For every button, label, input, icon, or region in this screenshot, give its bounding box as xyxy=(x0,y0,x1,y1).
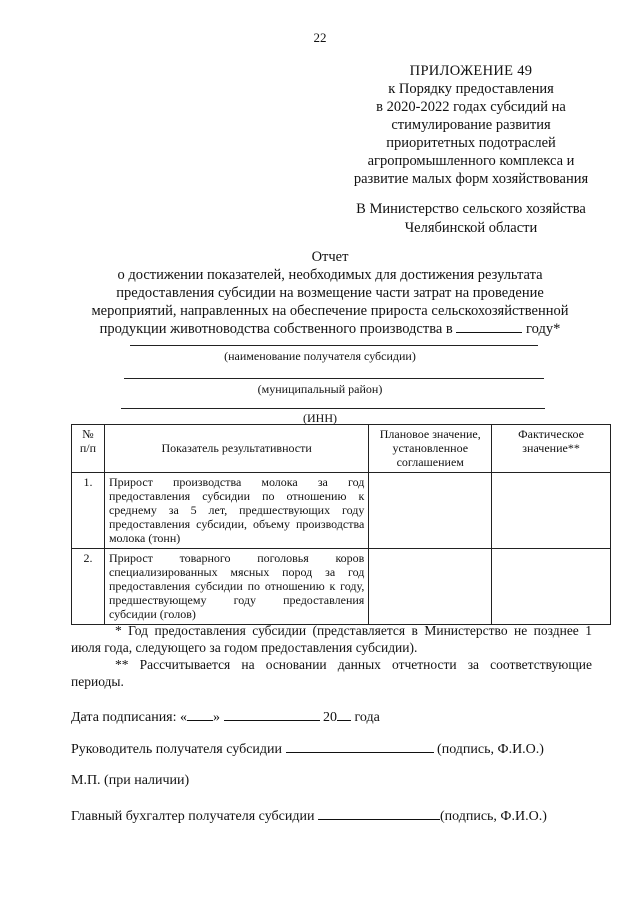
accountant-signature-blank[interactable] xyxy=(318,807,440,820)
table-header-row xyxy=(72,425,611,473)
appendix-line: развитие малых форм хозяйствования xyxy=(353,171,589,187)
appendix-line: приоритетных подотраслей xyxy=(386,135,556,151)
row-actual-cell[interactable] xyxy=(492,548,611,624)
row-indicator: Прирост товарного поголовья коров специализированных мясных пород за год предоставления субсидии по отношению к году, предшествующему году предоставления субсидии (голов) xyxy=(104,548,368,624)
year-blank[interactable] xyxy=(456,320,522,333)
row-actual-cell[interactable] xyxy=(492,472,611,548)
district-line[interactable] xyxy=(124,378,544,379)
report-line-prefix: продукции животноводства собственного производства в xyxy=(99,321,453,337)
recipient-name-line[interactable] xyxy=(130,345,538,346)
head-hint: (подпись, Ф.И.О.) xyxy=(437,742,544,757)
footnote-1: * Год предоставления субсидии (представляется в Министерство не позднее 1 июля года, следующего за годом предоставления субсидии). xyxy=(71,623,592,655)
page-number: 22 xyxy=(313,30,327,45)
report-line: предоставления субсидии на возмещение части затрат на проведение xyxy=(116,285,544,301)
appendix-line: агропромышленного комплекса и xyxy=(367,153,575,169)
date-year: 20 xyxy=(323,710,338,725)
accountant-label: Главный бухгалтер получателя субсидии xyxy=(71,809,315,824)
appendix-title: ПРИЛОЖЕНИЕ 49 xyxy=(409,63,533,79)
addressee-line: В Министерство сельского хозяйства xyxy=(356,201,586,217)
report-heading xyxy=(60,248,600,338)
table-row xyxy=(72,472,611,548)
header-num: № п/п xyxy=(72,425,105,473)
date-prefix: Дата подписания: « xyxy=(71,710,188,725)
date-day-blank[interactable] xyxy=(187,708,213,721)
inn-caption: (ИНН) xyxy=(303,411,337,425)
district-caption: (муниципальный район) xyxy=(257,382,383,396)
signing-date-line xyxy=(71,708,380,726)
report-line: мероприятий, направленных на обеспечение прироста сельскохозяйственной xyxy=(91,303,569,319)
report-line: о достижении показателей, необходимых для достижения результата xyxy=(117,267,543,283)
header-actual: Фактическое значение** xyxy=(492,425,611,473)
row-planned-cell[interactable] xyxy=(369,472,492,548)
header-planned: Плановое значение, установленное соглашением xyxy=(369,425,492,473)
appendix-line: в 2020-2022 годах субсидий на xyxy=(376,99,566,115)
appendix-line: к Порядку предоставления xyxy=(388,81,554,97)
date-suffix: года xyxy=(354,710,380,725)
date-mid: » xyxy=(213,710,221,725)
head-signature-blank[interactable] xyxy=(286,740,434,753)
row-planned-cell[interactable] xyxy=(369,548,492,624)
accountant-signature-line xyxy=(71,807,547,825)
report-line-suffix: году* xyxy=(526,321,561,337)
addressee xyxy=(330,200,612,238)
date-month-blank[interactable] xyxy=(224,708,320,721)
table-row xyxy=(72,548,611,624)
head-signature-line xyxy=(71,740,544,758)
accountant-hint: (подпись, Ф.И.О.) xyxy=(439,809,547,824)
report-title: Отчет xyxy=(311,249,349,265)
appendix-line: стимулирование развития xyxy=(391,117,551,133)
report-line-last xyxy=(60,320,600,338)
stamp-line: М.П. (при наличии) xyxy=(71,773,190,788)
recipient-name-caption: (наименование получателя субсидии) xyxy=(224,349,416,363)
row-num: 1. xyxy=(72,472,105,548)
addressee-line: Челябинской области xyxy=(404,220,538,236)
row-num: 2. xyxy=(72,548,105,624)
indicators-table xyxy=(71,424,611,625)
footnote-2: ** Рассчитывается на основании данных отчетности за соответствующие периоды. xyxy=(71,657,592,689)
date-year-blank[interactable] xyxy=(337,708,351,721)
inn-line[interactable] xyxy=(121,408,545,409)
footnotes xyxy=(71,622,592,690)
row-indicator: Прирост производства молока за год предоставления субсидии по отношению к среднему за 5 лет, предшествующих году предоставления субсидии, объему производства молока (тонн) xyxy=(104,472,368,548)
appendix-header xyxy=(330,62,612,188)
head-label: Руководитель получателя субсидии xyxy=(71,742,283,757)
header-indicator: Показатель результативности xyxy=(104,425,368,473)
